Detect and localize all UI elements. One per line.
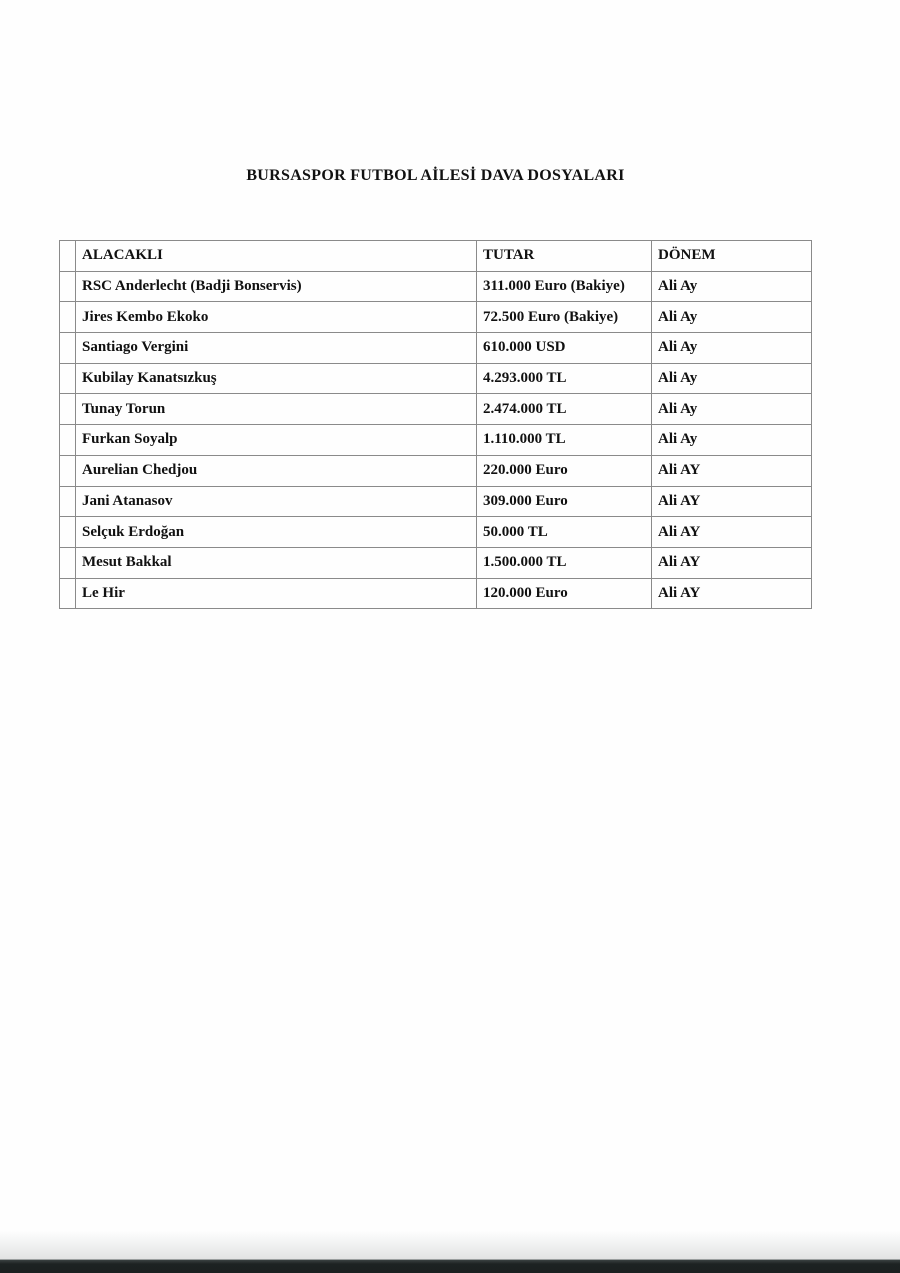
cell-tutar: 72.500 Euro (Bakiye) xyxy=(477,302,652,333)
table-row xyxy=(60,578,812,609)
table-row xyxy=(60,271,812,302)
cell-empty xyxy=(60,547,76,578)
table-body xyxy=(60,271,812,609)
viewer-bottom-bar xyxy=(0,1259,900,1273)
table-row xyxy=(60,517,812,548)
table-header-row xyxy=(60,241,812,272)
cell-donem: Ali Ay xyxy=(652,425,812,456)
cell-alacakli: Le Hir xyxy=(76,578,477,609)
cell-donem: Ali Ay xyxy=(652,333,812,364)
cell-donem: Ali Ay xyxy=(652,302,812,333)
cell-alacakli: Kubilay Kanatsızkuş xyxy=(76,363,477,394)
cell-tutar: 311.000 Euro (Bakiye) xyxy=(477,271,652,302)
cell-donem: Ali Ay xyxy=(652,271,812,302)
cell-tutar: 120.000 Euro xyxy=(477,578,652,609)
cell-donem: Ali AY xyxy=(652,547,812,578)
cell-donem: Ali Ay xyxy=(652,394,812,425)
header-tutar: TUTAR xyxy=(477,241,652,272)
cell-donem: Ali AY xyxy=(652,455,812,486)
cell-tutar: 50.000 TL xyxy=(477,517,652,548)
cell-alacakli: Santiago Vergini xyxy=(76,333,477,364)
cell-alacakli: Tunay Torun xyxy=(76,394,477,425)
table-row xyxy=(60,486,812,517)
cell-empty xyxy=(60,271,76,302)
cell-tutar: 2.474.000 TL xyxy=(477,394,652,425)
cell-donem: Ali AY xyxy=(652,578,812,609)
cell-empty xyxy=(60,425,76,456)
header-donem: DÖNEM xyxy=(652,241,812,272)
table-row xyxy=(60,547,812,578)
cell-alacakli: Furkan Soyalp xyxy=(76,425,477,456)
cell-alacakli: Jani Atanasov xyxy=(76,486,477,517)
cell-alacakli: Mesut Bakkal xyxy=(76,547,477,578)
case-files-table xyxy=(59,240,812,609)
cell-tutar: 610.000 USD xyxy=(477,333,652,364)
cell-alacakli: RSC Anderlecht (Badji Bonservis) xyxy=(76,271,477,302)
document-title: BURSASPOR FUTBOL AİLESİ DAVA DOSYALARI xyxy=(246,167,625,184)
table-row xyxy=(60,333,812,364)
cell-donem: Ali AY xyxy=(652,486,812,517)
cell-donem: Ali Ay xyxy=(652,363,812,394)
table-row xyxy=(60,425,812,456)
cell-tutar: 309.000 Euro xyxy=(477,486,652,517)
cell-alacakli: Selçuk Erdoğan xyxy=(76,517,477,548)
cell-empty xyxy=(60,517,76,548)
header-empty-cell xyxy=(60,241,76,272)
cell-empty xyxy=(60,455,76,486)
cell-tutar: 4.293.000 TL xyxy=(477,363,652,394)
cell-empty xyxy=(60,363,76,394)
cell-alacakli: Jires Kembo Ekoko xyxy=(76,302,477,333)
cell-tutar: 1.110.000 TL xyxy=(477,425,652,456)
table-row xyxy=(60,455,812,486)
table-row xyxy=(60,394,812,425)
cell-empty xyxy=(60,333,76,364)
cell-tutar: 220.000 Euro xyxy=(477,455,652,486)
cell-alacakli: Aurelian Chedjou xyxy=(76,455,477,486)
cell-empty xyxy=(60,394,76,425)
cell-donem: Ali AY xyxy=(652,517,812,548)
table-row xyxy=(60,302,812,333)
cell-empty xyxy=(60,486,76,517)
table-row xyxy=(60,363,812,394)
cell-empty xyxy=(60,302,76,333)
cell-tutar: 1.500.000 TL xyxy=(477,547,652,578)
header-alacakli: ALACAKLI xyxy=(76,241,477,272)
cell-empty xyxy=(60,578,76,609)
page-bottom-shadow xyxy=(0,1231,900,1259)
